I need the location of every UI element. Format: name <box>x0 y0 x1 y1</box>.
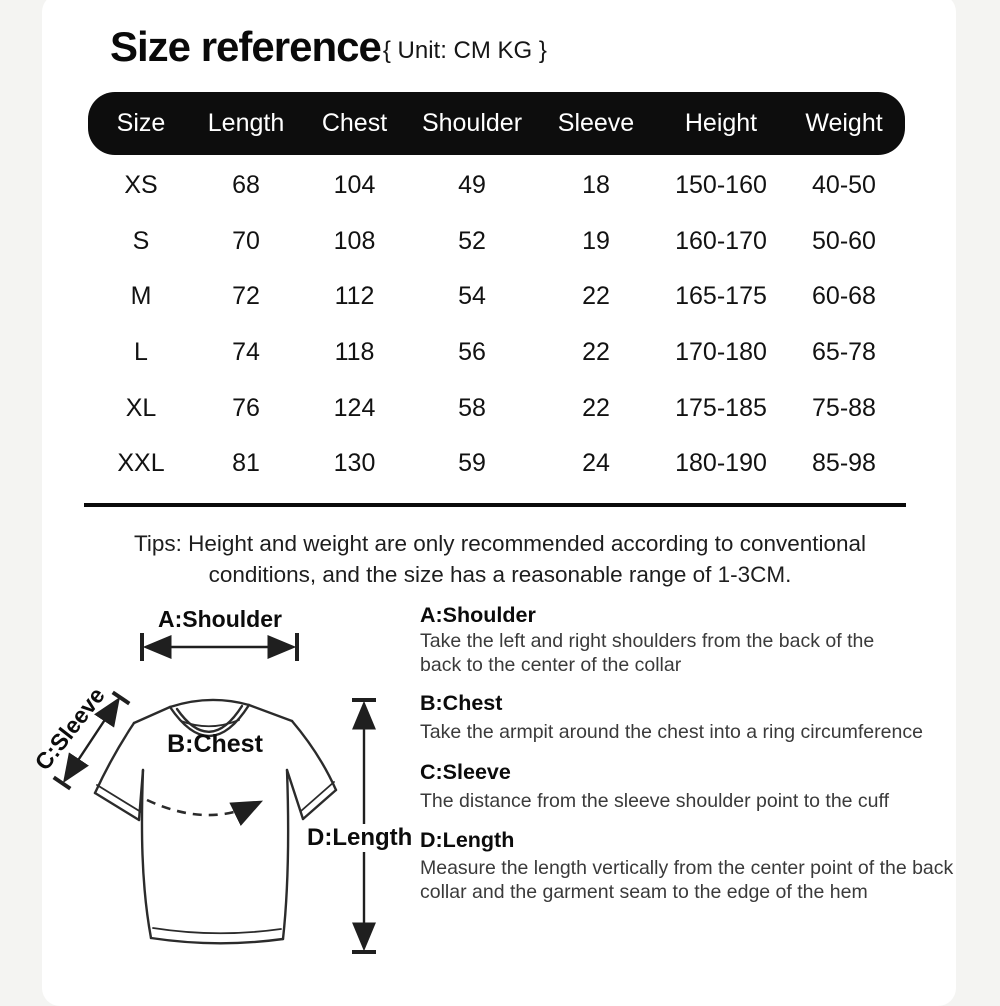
column-header-length: Length <box>207 109 285 137</box>
table-cell: 22 <box>582 393 610 422</box>
size-table-body <box>88 158 905 492</box>
guide-heading-chest: B:Chest <box>420 691 503 715</box>
section-divider <box>84 503 906 507</box>
table-cell: 85-98 <box>812 449 876 478</box>
table-cell: 18 <box>582 171 610 200</box>
guide-heading-length: D:Length <box>420 828 515 852</box>
table-cell: 130 <box>333 449 376 478</box>
table-row <box>88 214 905 270</box>
table-cell: 65-78 <box>812 338 876 367</box>
table-cell: 49 <box>458 171 486 200</box>
chest-dashed-arrow <box>147 800 256 815</box>
column-header-height: Height <box>684 109 758 137</box>
table-cell: 170-180 <box>675 338 767 367</box>
guide-description-shoulder: Take the left and right shoulders from the back of the back to the center of the collar <box>420 630 875 676</box>
table-row <box>88 269 905 325</box>
table-cell: 72 <box>232 282 260 311</box>
guide-description-length: Measure the length vertically from the center point of the back collar and the garment seam to the edge of the hem <box>420 857 954 903</box>
table-cell: 70 <box>232 226 260 255</box>
table-cell: 165-175 <box>675 282 767 311</box>
column-header-sleeve: Sleeve <box>557 109 635 137</box>
table-cell: 52 <box>458 226 486 255</box>
tips-line-2: conditions, and the size has a reasonable range of 1-3CM. <box>208 562 792 587</box>
table-cell: 54 <box>458 282 486 311</box>
table-row <box>88 380 905 436</box>
page-title: Size reference <box>110 23 381 70</box>
table-cell: 60-68 <box>812 282 876 311</box>
diagram-chest-label: B:Chest <box>167 730 263 758</box>
table-cell: L <box>134 338 148 367</box>
table-cell: 74 <box>232 338 260 367</box>
diagram-sleeve-label: C:Sleeve <box>29 682 110 775</box>
unit-note: { Unit: CM KG } <box>382 37 547 64</box>
diagram-shoulder-label: A:Shoulder <box>158 606 282 632</box>
table-cell: 124 <box>333 393 376 422</box>
guide-heading-shoulder: A:Shoulder <box>420 603 536 627</box>
table-cell: 118 <box>334 338 375 367</box>
table-cell: 81 <box>232 449 260 478</box>
table-cell: 150-160 <box>675 171 767 200</box>
guide-description-sleeve: The distance from the sleeve shoulder point to the cuff <box>420 790 889 812</box>
table-cell: 59 <box>458 449 486 478</box>
title-row <box>110 24 547 70</box>
table-cell: 40-50 <box>812 171 876 200</box>
shoulder-arrow <box>142 633 297 661</box>
table-cell: 56 <box>458 338 486 367</box>
table-cell: 22 <box>582 338 610 367</box>
table-cell: 68 <box>232 171 260 200</box>
table-cell: 160-170 <box>675 226 767 255</box>
table-cell: 58 <box>458 393 486 422</box>
table-cell: XS <box>124 171 158 200</box>
table-cell: M <box>130 282 152 311</box>
table-cell: 19 <box>582 226 610 255</box>
tips-text <box>60 528 940 590</box>
table-cell: 112 <box>334 282 375 311</box>
column-header-chest: Chest <box>321 109 388 137</box>
table-row <box>88 436 905 492</box>
size-table-header <box>88 92 905 155</box>
table-cell: 75-88 <box>812 393 876 422</box>
table-cell: S <box>132 226 150 255</box>
column-header-size: Size <box>116 109 166 137</box>
tips-line-1: Tips: Height and weight are only recommended according to conventional <box>133 531 867 556</box>
column-header-shoulder: Shoulder <box>421 109 523 137</box>
table-cell: 108 <box>333 226 376 255</box>
table-cell: XXL <box>117 449 165 478</box>
table-cell: 24 <box>582 449 610 478</box>
table-cell: 180-190 <box>675 449 767 478</box>
guide-heading-sleeve: C:Sleeve <box>420 760 511 784</box>
guide-description-chest: Take the armpit around the chest into a ring circumference <box>420 721 923 743</box>
table-cell: 175-185 <box>675 393 767 422</box>
diagram-length-label: D:Length <box>307 824 413 851</box>
table-cell: 50-60 <box>812 226 876 255</box>
table-row <box>88 325 905 381</box>
table-cell: 104 <box>333 171 376 200</box>
column-header-weight: Weight <box>805 109 883 137</box>
table-row <box>88 158 905 214</box>
table-cell: 22 <box>582 282 610 311</box>
table-cell: XL <box>125 393 157 422</box>
tshirt-diagram <box>30 595 420 990</box>
table-cell: 76 <box>232 393 260 422</box>
